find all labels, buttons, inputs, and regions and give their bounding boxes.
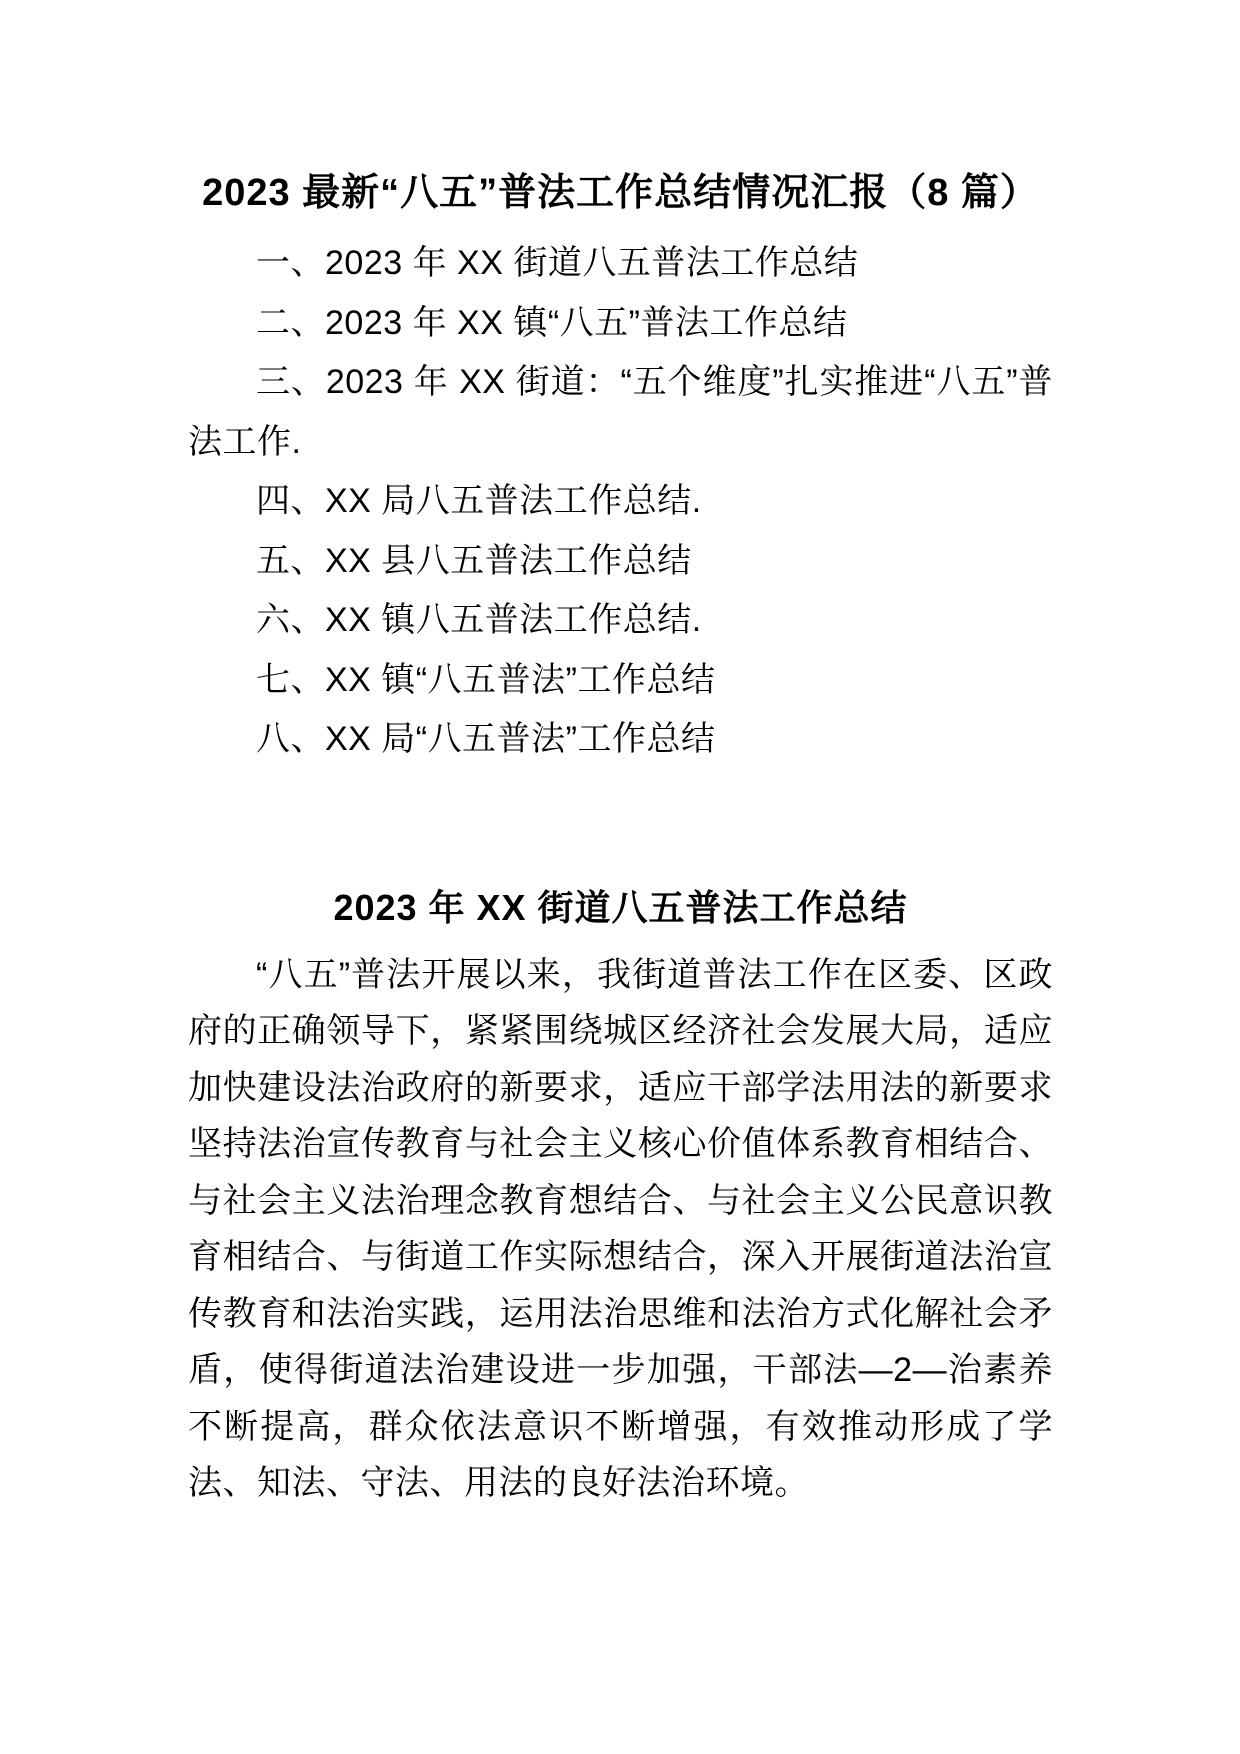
toc-item-4: 四、XX 局八五普法工作总结. — [256, 482, 702, 520]
toc-item-5: 五、XX 县八五普法工作总结 — [256, 541, 692, 580]
toc-item-3: 三、2023 年 XX 街道：“五个维度”扎实推进“八五”普法工作. — [188, 363, 1053, 461]
document-title: 2023 最新“八五”普法工作总结情况汇报（8 篇） — [202, 172, 1039, 214]
section-paragraph: “八五”普法开展以来，我街道普法工作在区委、区政府的正确领导下，紧紧围绕城区经济社会发展大局，适应加快建设法治政府的新要求，适应干部学法用法的新要求坚持法治宣传教育与社会主义核心价值体系教育相结合、与社会主义法治理念教育想结合、与社会主义公民意识教育相结合、与街道工作实际想结合，深入开展街道法治宣传教育和法治实践，运用法治思维和法治方式化解社会矛盾，使得街道法治建设进一步加强，干部法—2—治素养不断提高，群众依法意识不断增强，有效推动形成了学法、知法、守法、用法的良好法治环境。 — [188, 955, 1053, 1502]
toc-item-1: 一、2023 年 XX 街道八五普法工作总结 — [256, 244, 859, 282]
section-heading: 2023 年 XX 街道八五普法工作总结 — [333, 886, 908, 928]
toc-item-2: 二、2023 年 XX 镇“八五”普法工作总结 — [256, 303, 848, 342]
toc-item-8: 八、XX 局“八五普法”工作总结 — [256, 720, 716, 758]
toc-item-7: 七、XX 镇“八五普法”工作总结 — [256, 660, 716, 699]
toc-item-6: 六、XX 镇八五普法工作总结. — [256, 601, 702, 639]
toc-list — [188, 234, 1053, 770]
